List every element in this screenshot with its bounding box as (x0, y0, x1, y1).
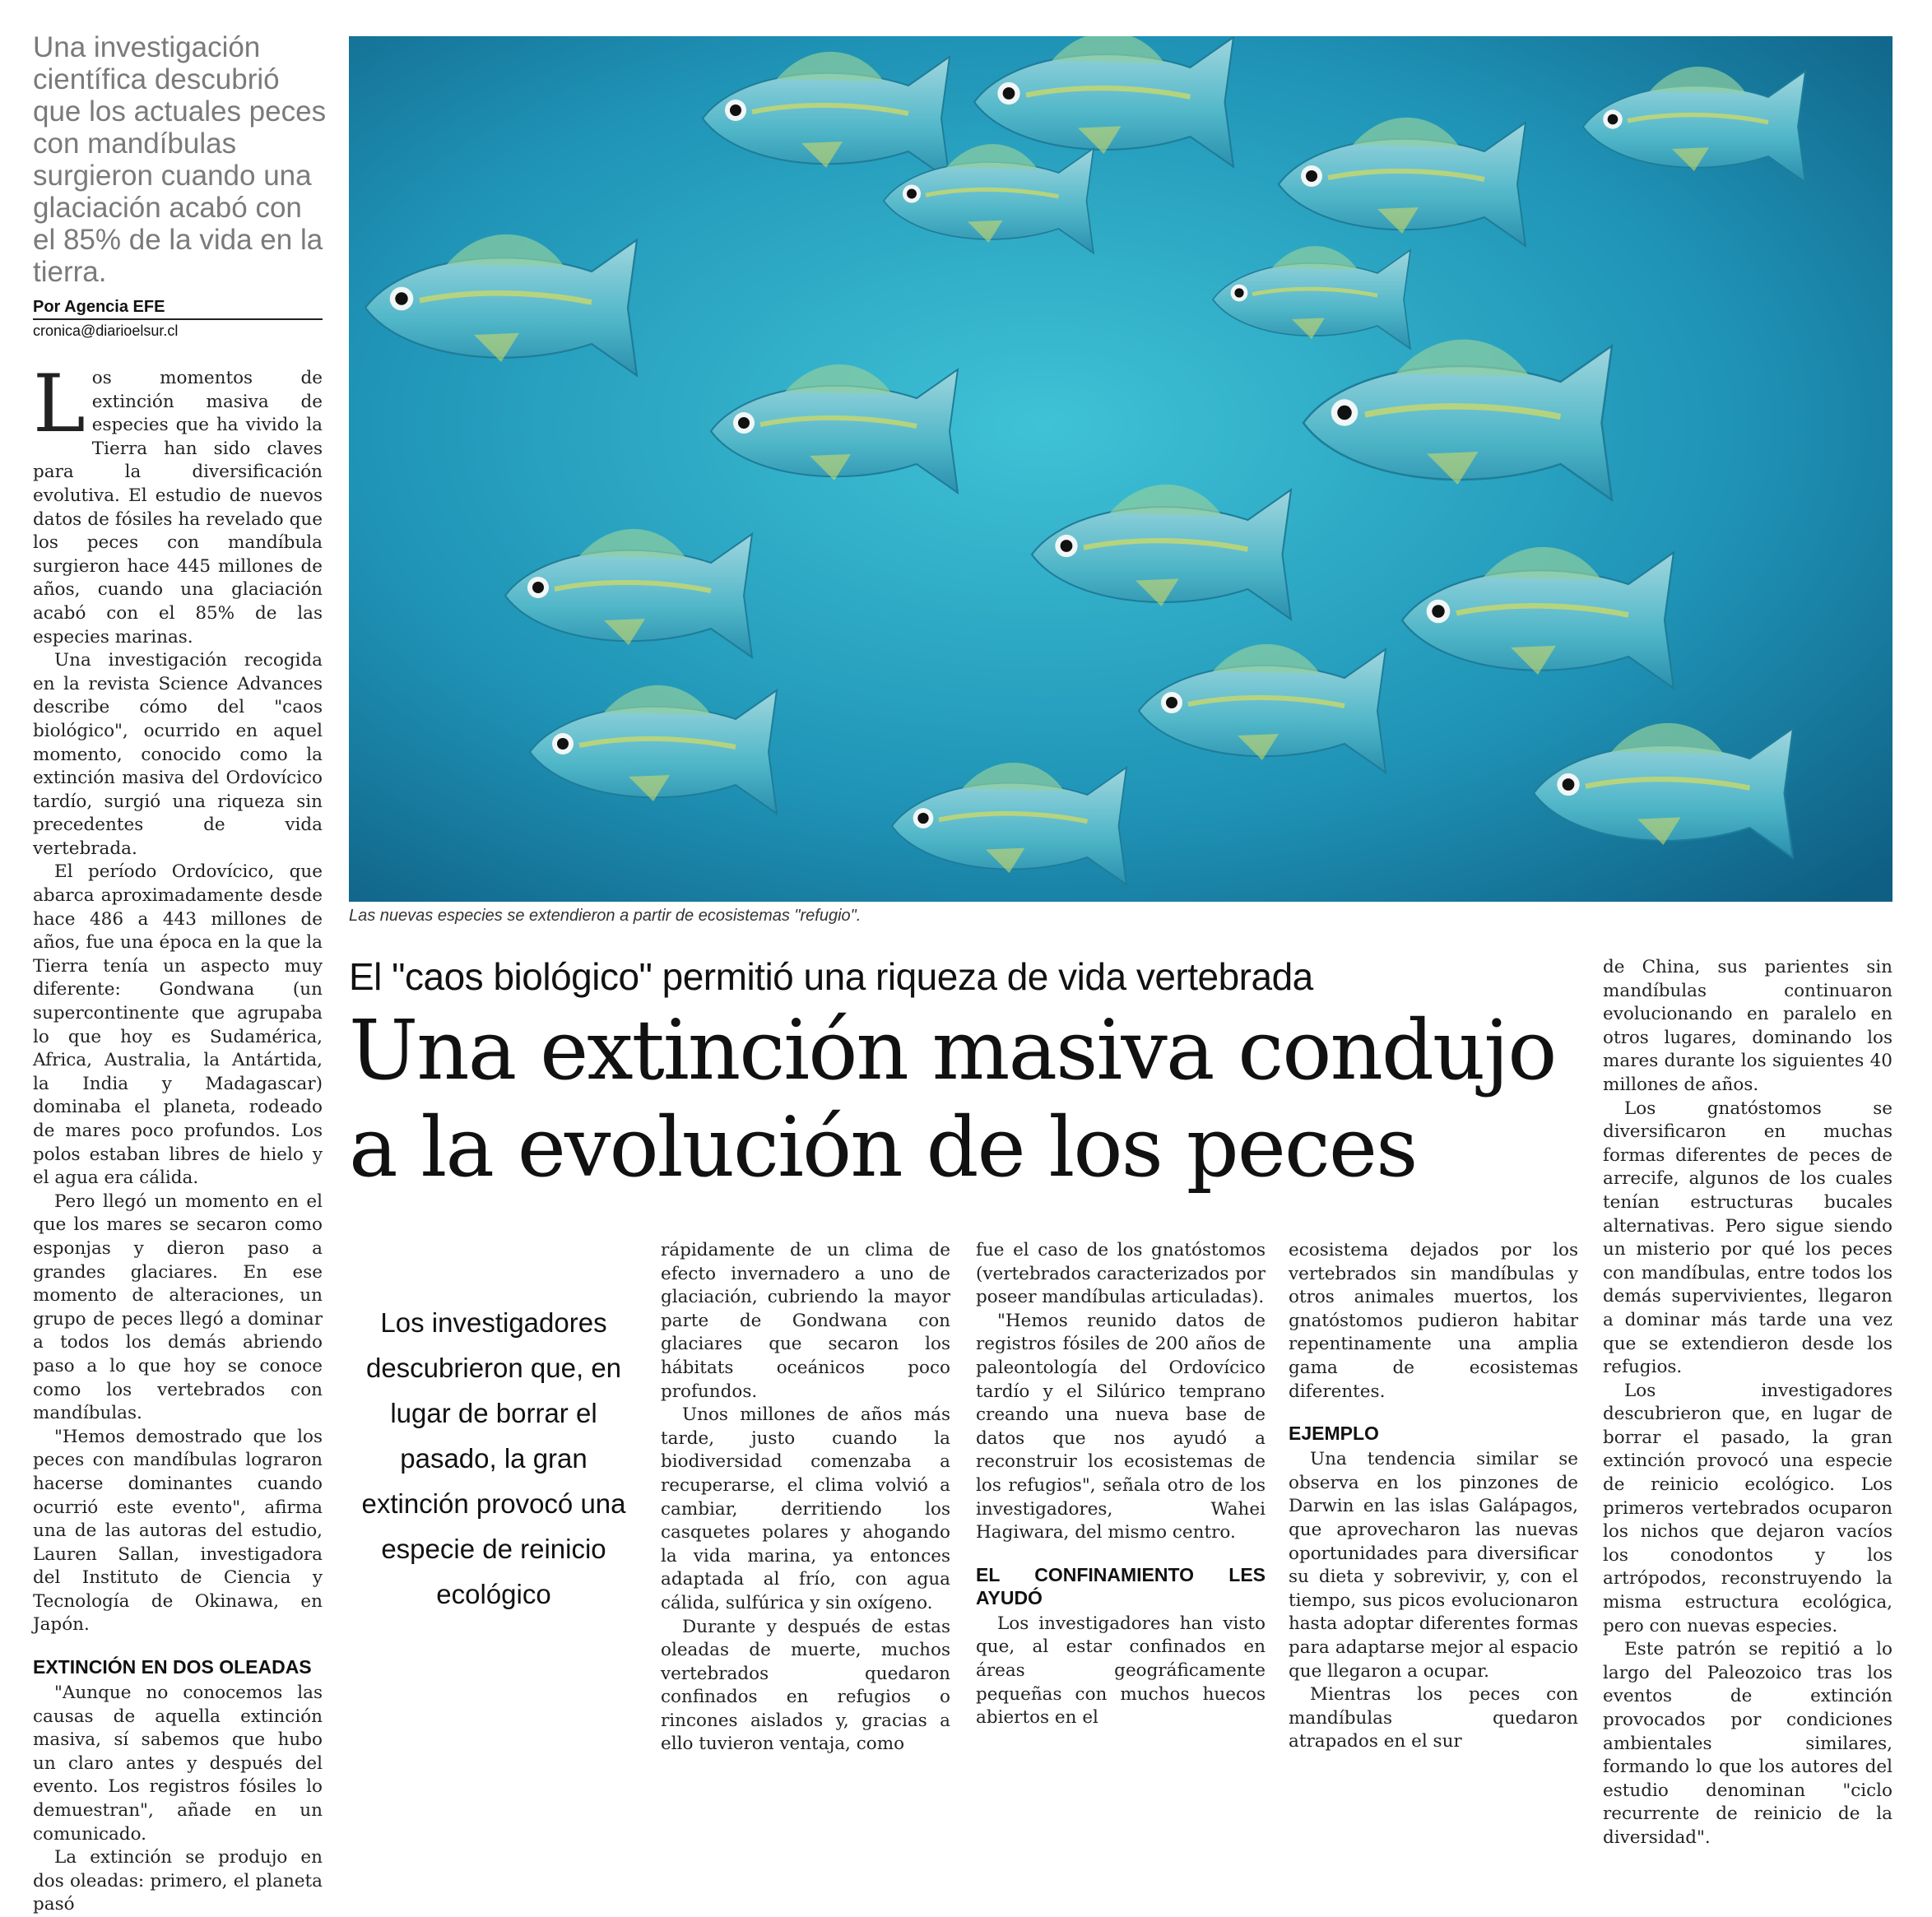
article-column-4 (1289, 1239, 1578, 1754)
drop-cap: L (33, 358, 86, 450)
headline-line: a la evolución de los peces (349, 1099, 1417, 1195)
article-column-5 (1603, 956, 1893, 1850)
paragraph: "Hemos demostrado que los peces con mandíbulas lograron hacerse dominantes cuando ocurrió este evento", afirma una de las autoras del estudio, Lauren Sallan, investigadora del Instituto de Ciencia y Tecnología de Okinawa, en Japón. (33, 1426, 323, 1636)
paragraph: Una tendencia similar se observa en los pinzones de Darwin en las islas Galápagos, que aprovecharon las nuevas oportunidades para diversificar su dieta y sobrevivir, y, con el tiempo, sus picos evolucionaron hasta adoptar diferentes formas para adaptarse mejor al espacio que llegaron a ocupar. (1289, 1449, 1578, 1682)
kicker-headline: El "caos biológico" permitió una riqueza de vida vertebrada (349, 955, 1313, 998)
fish-school-illustration (349, 36, 1893, 902)
paragraph: Mientras los peces con mandíbulas quedaron atrapados en el sur (1289, 1684, 1578, 1752)
paragraph: La extinción se produjo en dos oleadas: primero, el planeta pasó (33, 1847, 323, 1915)
paragraph: Este patrón se repitió a lo largo del Paleozoico tras los eventos de extinción provocados por condiciones ambientales similares, formando lo que los autores del estudio denominan "ciclo recurrente de reinicio de la diversidad". (1603, 1639, 1893, 1848)
author-email: cronica@diarioelsur.cl (33, 323, 179, 339)
pull-quote: Los investigadores descubrieron que, en lugar de borrar el pasado, la gran extinción provocó una especie de reinicio ecológico (361, 1307, 626, 1609)
paragraph: Los investigadores han visto que, al estar confinados en áreas geográficamente pequeñas con muchos huecos abiertos en el (976, 1613, 1266, 1729)
paragraph: Los investigadores descubrieron que, en lugar de borrar el pasado, la gran extinción provocó una especie de reinicio ecológico. Los primeros vertebrados ocuparon los nichos que dejaron vacíos los conodontos y los artrópodos, reconstruyendo la misma estructura ecológica, pero con nuevas especies. (1603, 1380, 1893, 1636)
paragraph: Pero llegó un momento en el que los mares se secaron como esponjas y dieron paso a grandes glaciares. En ese momento de alteraciones, un grupo de peces llegó a dominar a todos los demás abriendo paso a lo que hoy se conoce como los vertebrados con mandíbulas. (33, 1191, 323, 1424)
paragraph: "Hemos reunido datos de registros fósiles de 200 años de paleontología del Ordovícico tardío y el Silúrico temprano creando una nueva base de datos que nos ayudó a reconstruir los ecosistemas de los refugios", señala otro de los investigadores, Wahei Hagiwara, del mismo centro. (976, 1310, 1266, 1543)
paragraph: rápidamente de un clima de efecto invernadero a uno de glaciación, cubriendo la mayor parte de Gondwana con glaciares que secaron los hábitats oceánicos poco profundos. (661, 1240, 950, 1402)
main-headline (349, 1002, 1600, 1196)
paragraph: os momentos de extinción masiva de especies que ha vivido la Tierra han sido claves para la diversificación evolutiva. El estudio de nuevos datos de fósiles ha revelado que los peces con mandíbula surgieron hace 445 millones de años, cuando una glaciación acabó con el 85% de las especies marinas. (33, 368, 323, 648)
paragraph: Una investigación recogida en la revista Science Advances describe cómo del "caos biológico", ocurrido en aquel momento, conocido como la extinción masiva del Ordovícico tardío, surgió una riqueza sin precedentes de vida vertebrada. (33, 650, 323, 859)
paragraph: Los gnatóstomos se diversificaron en muchas formas diferentes de peces de arrecife, algunos de los cuales tenían estructuras bucales alternativas. Pero sigue siendo un misterio por qué los peces con mandíbulas, entre todos los demás supervivientes, llegaron a dominar más tarde una vez que se extendieron desde los refugios. (1603, 1098, 1893, 1378)
lead-summary: Una investigación científica descubrió que los actuales peces con mandíbulas surgieron cuando una glaciación acabó con el 85% de la vida en la tierra. (33, 31, 327, 288)
article-column-2 (661, 1239, 950, 1757)
paragraph: "Aunque no conocemos las causas de aquella extinción masiva, sí sabemos que hubo un claro antes y después del evento. Los registros fósiles lo demuestran", añade en un comunicado. (33, 1683, 323, 1845)
article-column-1 (33, 358, 323, 1917)
paragraph: ecosistema dejados por los vertebrados sin mandíbulas y otros animales muertos, los gnatóstomos pudieron habitar repentinamente una amplia gama de ecosistemas diferentes. (1289, 1240, 1578, 1402)
paragraph: de China, sus parientes sin mandíbulas continuaron evolucionando en paralelo en otros lugares, dominando los mares durante los siguientes 40 millones de años. (1603, 957, 1893, 1095)
paragraph: El período Ordovícico, que abarca aproximadamente desde hace 486 a 443 millones de años, fue una época en la que la Tierra tenía un aspecto muy diferente: Gondwana (un supercontinente que agrupaba lo que hoy es Sudamérica, Africa, Australia, la Antártida, la India y Madagascar) dominaba el planeta, rodeado de mares poco profundos. Los polos estaban libres de hielo y el agua era cálida. (33, 861, 323, 1189)
article-column-3 (976, 1239, 1266, 1730)
paragraph: Durante y después de estas oleadas de muerte, muchos vertebrados quedaron confinados en refugios o rincones aislados y, gracias a ello tuvieron ventaja, como (661, 1616, 950, 1755)
paragraph: Unos millones de años más tarde, justo cuando la biodiversidad comenzaba a recuperarse, el clima volvió a cambiar, derritiendo los casquetes polares y ahogando la vida marina, ya entonces adaptada al frío, con agua cálida, sulfúrica y sin oxígeno. (661, 1404, 950, 1613)
byline: Por Agencia EFE (33, 298, 323, 320)
photo-caption: Las nuevas especies se extendieron a partir de ecosistemas "refugio". (349, 907, 862, 925)
subheading: EL CONFINAMIENTO LES AYUDÓ (976, 1563, 1266, 1608)
headline-line: Una extinción masiva condujo (349, 1002, 1556, 1098)
subheading: EXTINCIÓN EN DOS OLEADAS (33, 1656, 312, 1678)
fish-school-photo (349, 36, 1893, 902)
subheading: EJEMPLO (1289, 1423, 1379, 1445)
paragraph: fue el caso de los gnatóstomos (vertebrados caracterizados por poseer mandíbulas articuladas). (976, 1240, 1266, 1308)
